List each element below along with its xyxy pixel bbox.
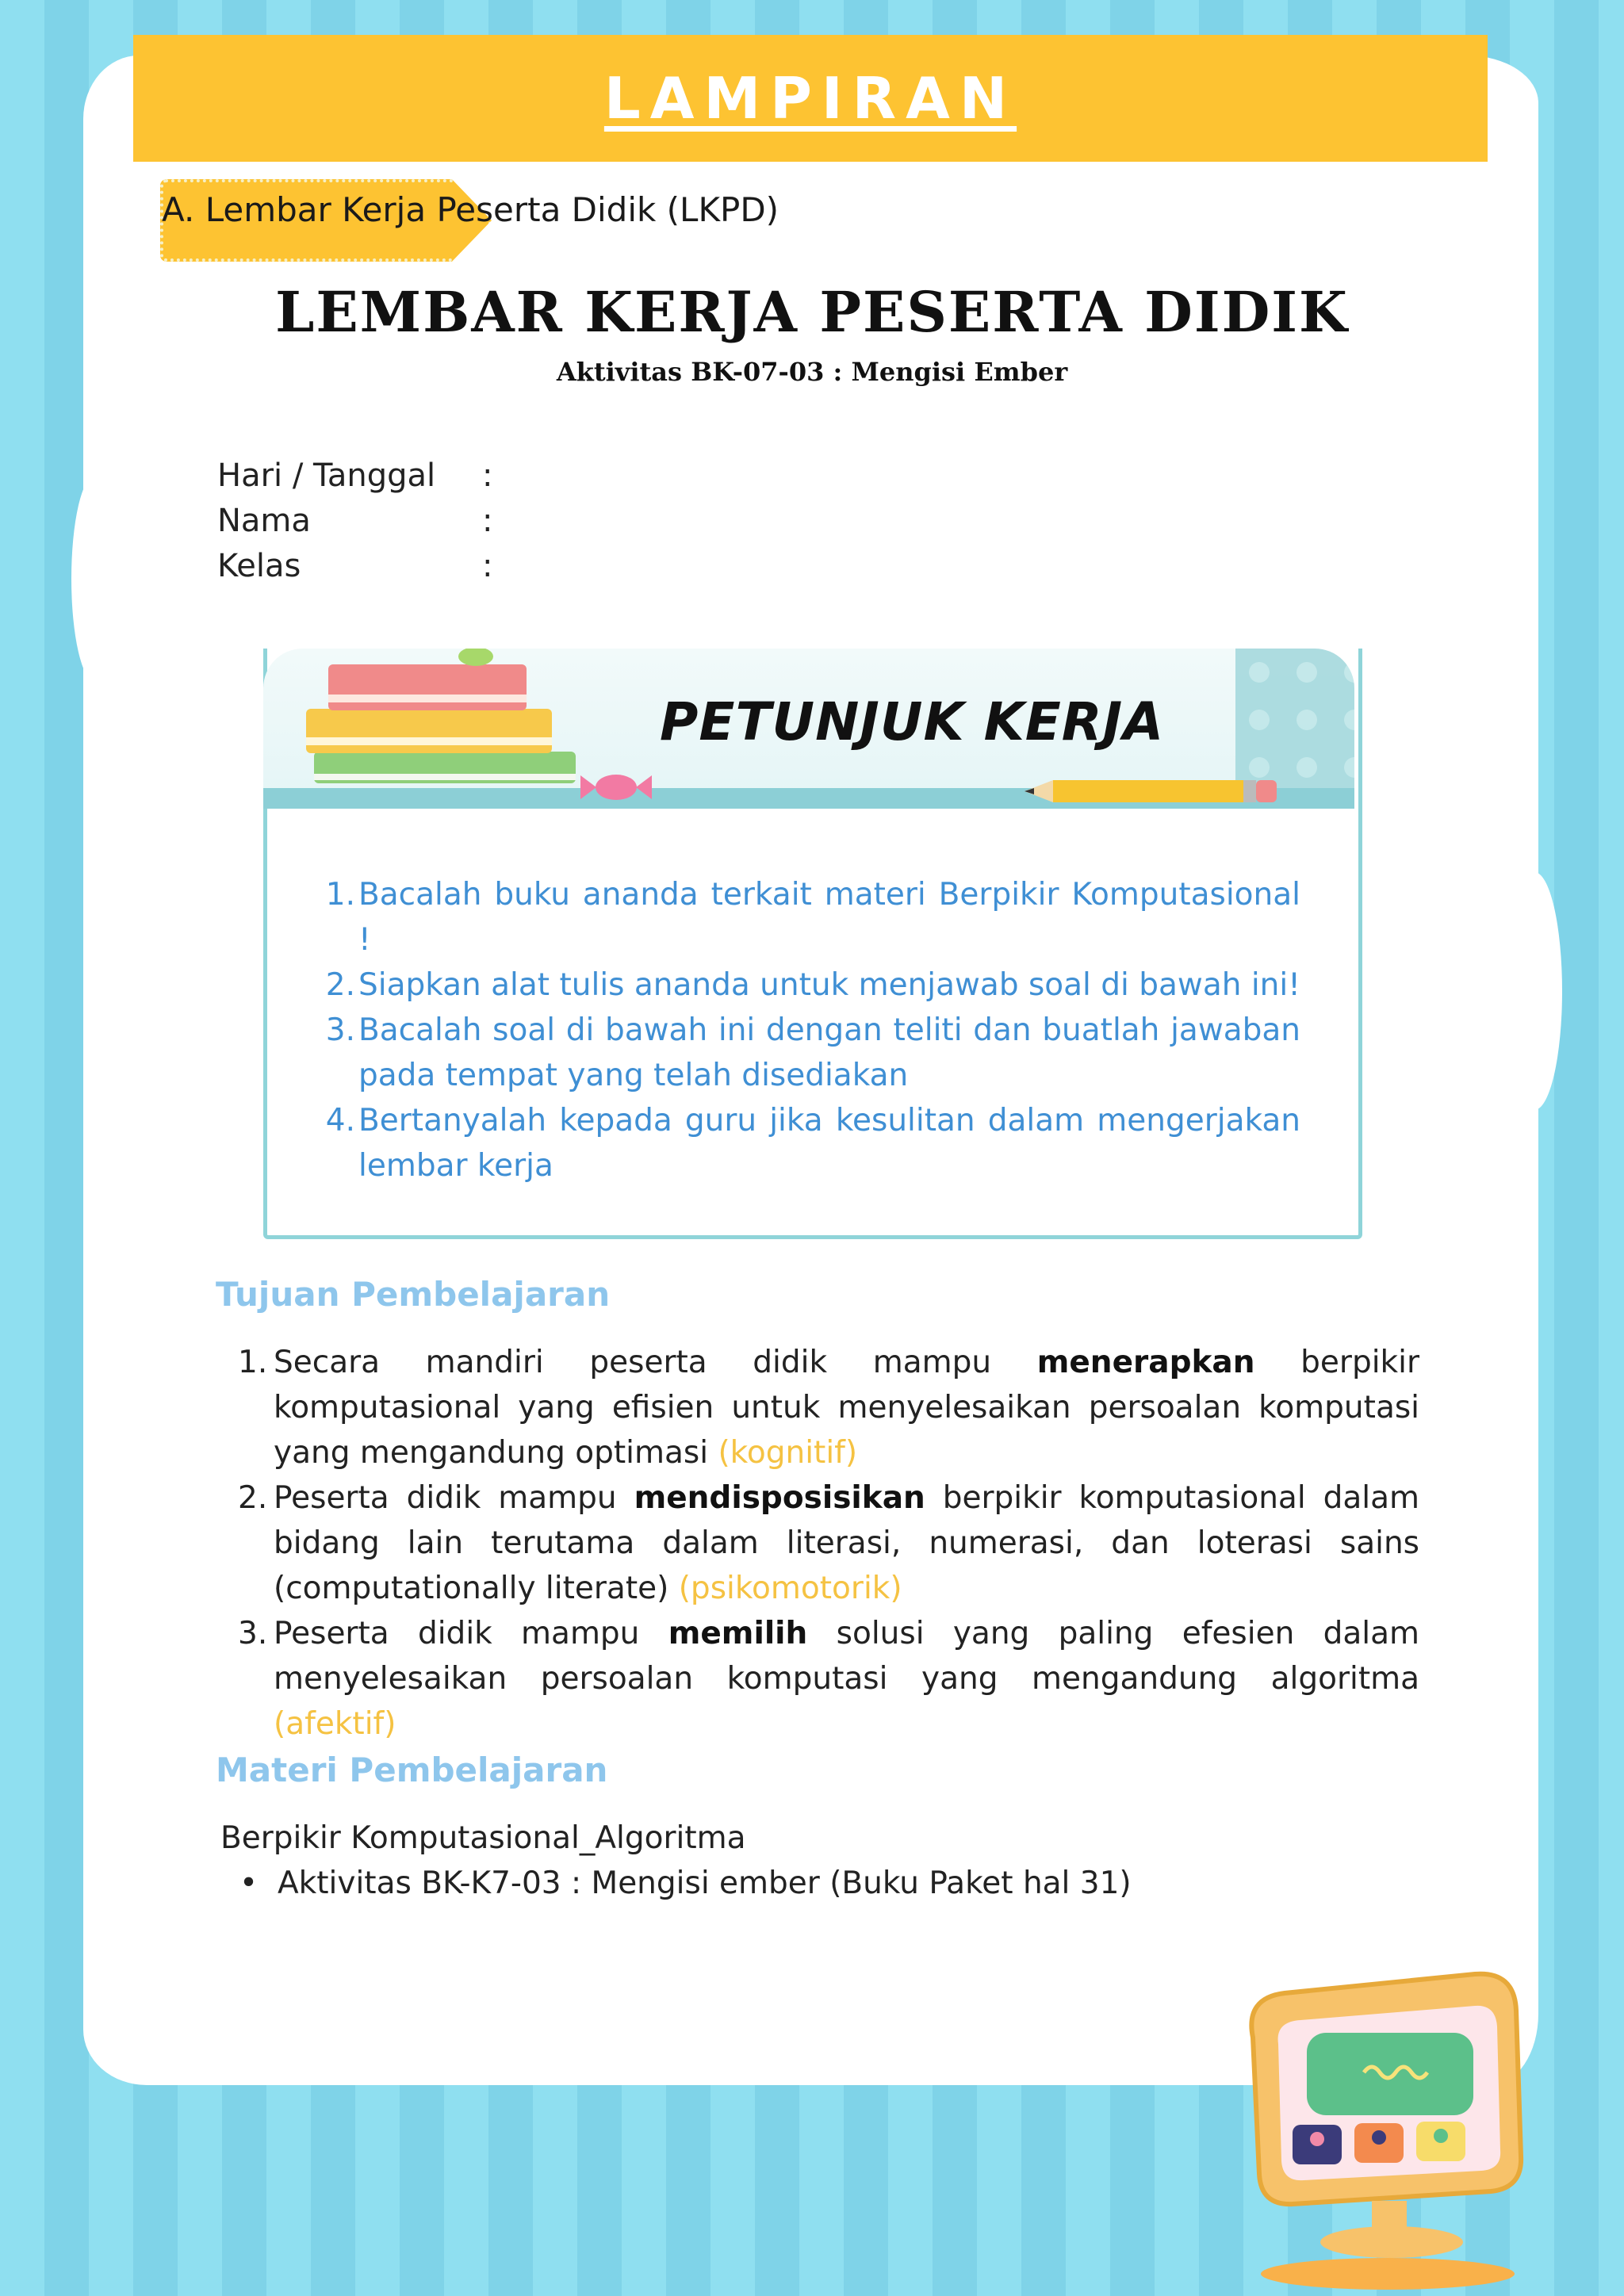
instructions-list — [317, 872, 1300, 1188]
list-item: 4. Bertanyalah kepada guru jika kesulitan dalam mengerjakan lembar kerja — [325, 1103, 1300, 1184]
bullet-icon: • — [239, 1866, 259, 1901]
list-item: 3. Peserta didik mampu memilih solusi yang paling efesien dalam menyelesaikan persoalan komputasi yang mengandung algoritma (afektif) — [238, 1616, 1419, 1742]
info-colon: : — [482, 503, 493, 539]
info-colon: : — [482, 548, 493, 584]
material-topic: Berpikir Komputasional_Algoritma — [220, 1820, 746, 1856]
banner-title: LAMPIRAN — [603, 65, 1017, 132]
books-icon — [282, 649, 599, 791]
document-title: LEMBAR KERJA PESERTA DIDIK — [275, 279, 1349, 345]
paper-edge — [1507, 872, 1562, 1110]
pencil-icon — [1025, 775, 1278, 807]
info-label: Nama — [217, 503, 311, 539]
material-section — [220, 1816, 1132, 1906]
info-label: Kelas — [217, 548, 301, 584]
info-colon: : — [482, 457, 493, 494]
material-heading: Materi Pembelajaran — [216, 1751, 608, 1789]
info-label: Hari / Tanggal — [217, 457, 436, 494]
list-item: 1. Secara mandiri peserta didik mampu menerapkan berpikir komputasional yang efisien untuk menyelesaikan persoalan komputasi yang mengandung optimasi (kognitif) — [238, 1345, 1419, 1471]
student-info — [217, 453, 492, 589]
objectives-list — [238, 1340, 1419, 1747]
list-item: • Aktivitas BK-K7-03 : Mengisi ember (Buku Paket hal 31) — [220, 1861, 1132, 1906]
pattern-decoration — [1235, 649, 1354, 788]
computer-icon — [1237, 1966, 1530, 2291]
paper-edge — [71, 476, 119, 682]
list-item: 2. Peserta didik mampu mendisposisikan berpikir komputasional dalam bidang lain terutama dalam literasi, numerasi, dan loterasi sains (computationally literate) (psikomotorik) — [238, 1480, 1419, 1606]
candy-icon — [580, 767, 652, 807]
info-row-class — [217, 544, 492, 589]
info-row-date — [217, 453, 492, 499]
lampiran-banner — [133, 35, 1488, 162]
document-subtitle: Aktivitas BK-07-03 : Mengisi Ember — [556, 357, 1068, 387]
instructions-title: PETUNJUK KERJA — [660, 691, 1165, 752]
objectives-heading: Tujuan Pembelajaran — [216, 1275, 611, 1314]
info-row-name — [217, 499, 492, 544]
list-item: 1. Bacalah buku ananda terkait materi Berpikir Komputasional ! — [325, 877, 1300, 958]
section-label: A. Lembar Kerja Peserta Didik (LKPD) — [162, 190, 779, 229]
list-item: 3. Bacalah soal di bawah ini dengan teliti dan buatlah jawaban pada tempat yang telah disediakan — [325, 1012, 1300, 1093]
list-item: 2. Siapkan alat tulis ananda untuk menjawab soal di bawah ini! — [325, 967, 1300, 1003]
